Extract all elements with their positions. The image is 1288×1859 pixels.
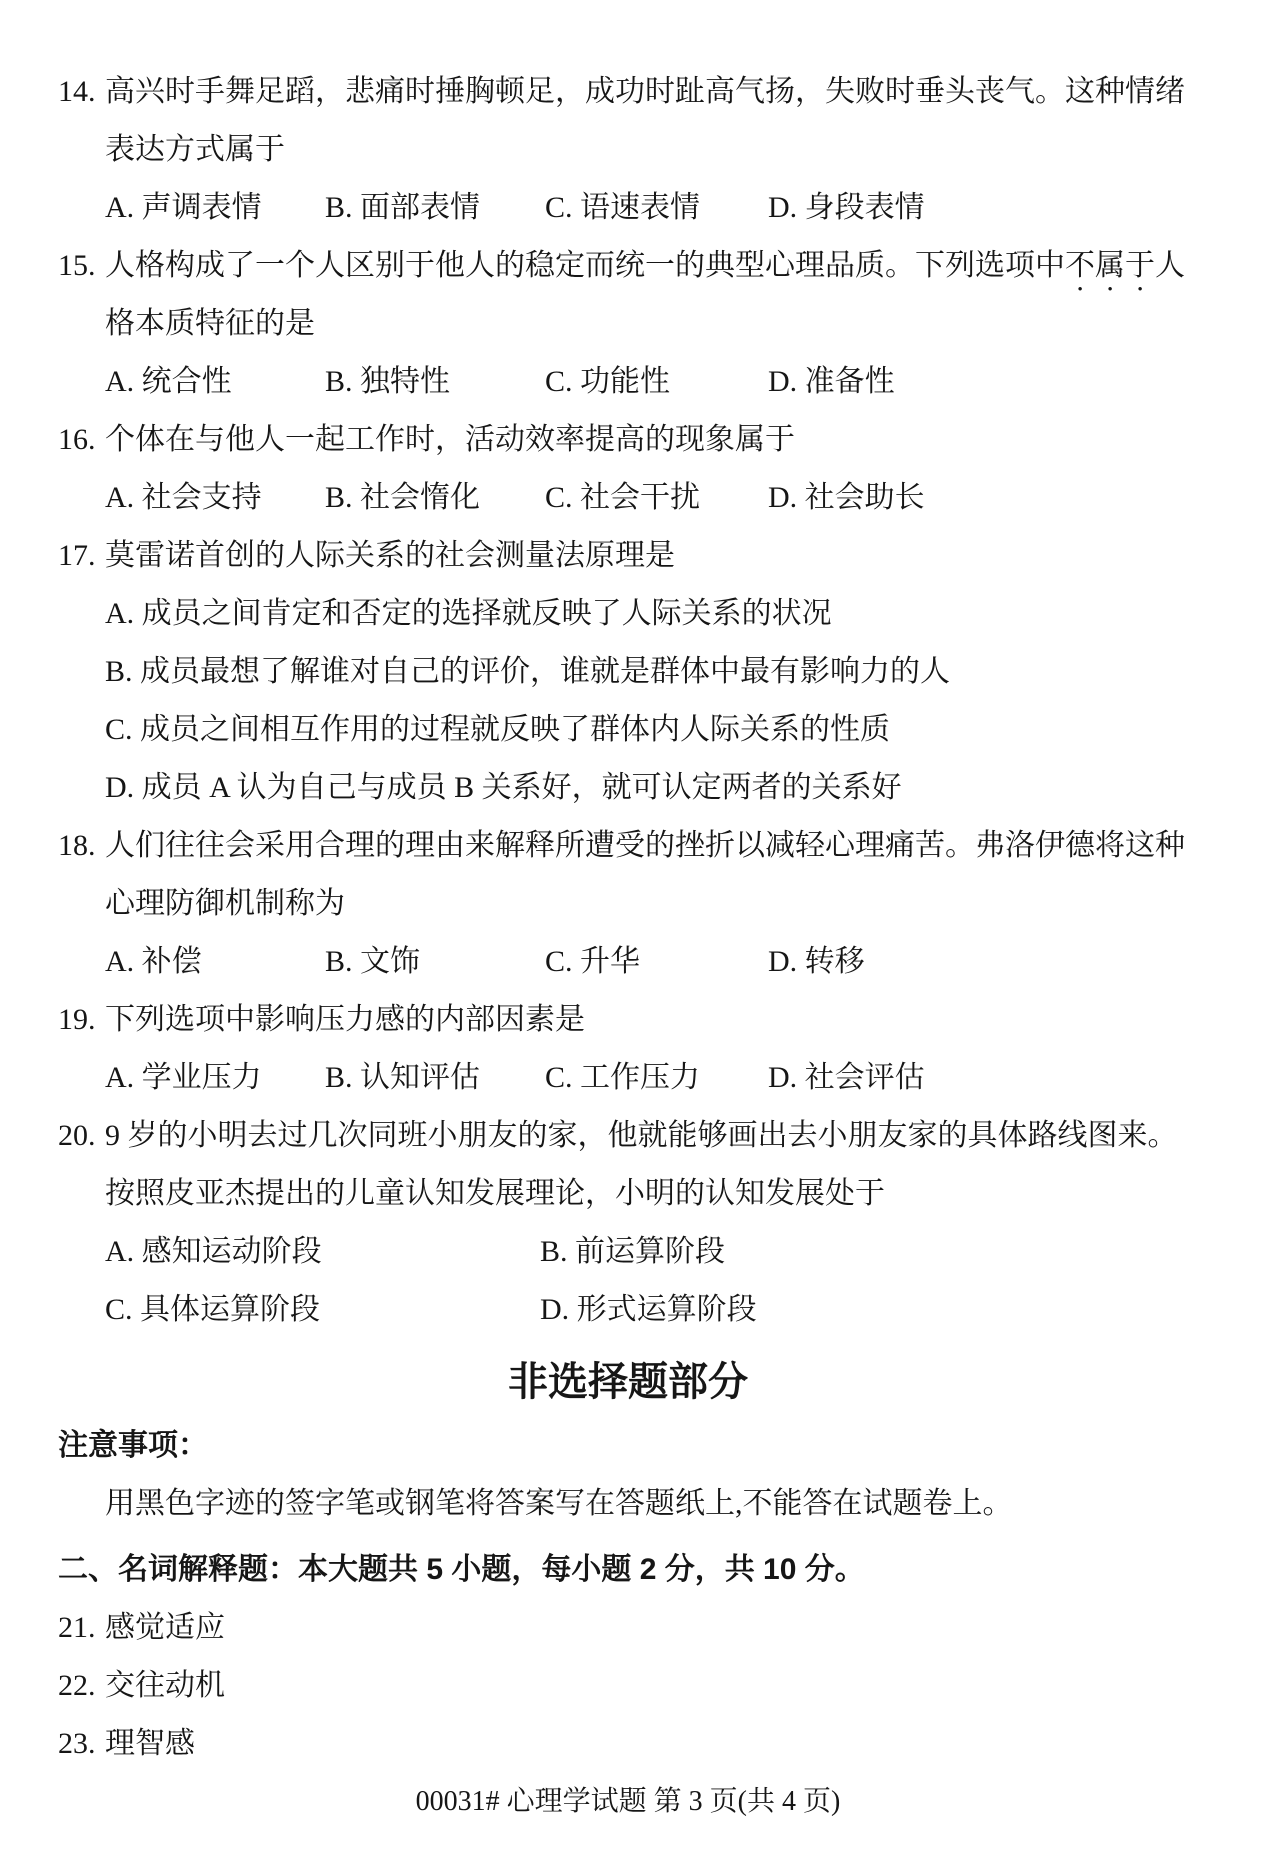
- section-header: 非选择题部分: [508, 1360, 748, 1404]
- question-18-option-b: B. 文饰: [325, 945, 421, 978]
- question-20-stem-text: 9 岁的小明去过几次同班小朋友的家，他就能够画出去小朋友家的具体路线图来。: [105, 1119, 1178, 1152]
- question-15-stem-before: 人格构成了一个人区别于他人的稳定而统一的典型心理品质。下列选项中: [105, 249, 1065, 282]
- question-16: [58, 411, 1198, 527]
- question-19-stem-text: 下列选项中影响压力感的内部因素是: [105, 1003, 585, 1036]
- question-17-number: 17.: [58, 539, 96, 572]
- question-15-option-d: D. 准备性: [768, 365, 895, 398]
- question-16-option-b: B. 社会惰化: [325, 481, 481, 514]
- question-20-stem-line2: 按照皮亚杰提出的儿童认知发展理论，小明的认知发展处于: [105, 1177, 885, 1210]
- question-14-options: [58, 179, 1198, 237]
- question-17-option-d: D. 成员 A 认为自己与成员 B 关系好，就可认定两者的关系好: [105, 771, 902, 804]
- question-14-option-b: B. 面部表情: [325, 191, 481, 224]
- question-17-option-a: A. 成员之间肯定和否定的选择就反映了人际关系的状况: [105, 597, 832, 630]
- question-15-number: 15.: [58, 249, 96, 282]
- question-19-option-b: B. 认知评估: [325, 1061, 481, 1094]
- question-19-stem-line1: [58, 991, 1198, 1049]
- question-15-stem-emphasized: 不属于: [1065, 249, 1155, 282]
- question-14-option-c: C. 语速表情: [545, 191, 701, 224]
- question-17: [58, 527, 1198, 817]
- question-20-number: 20.: [58, 1119, 96, 1152]
- question-19-options: [58, 1049, 1198, 1107]
- question-19: [58, 991, 1198, 1107]
- question-17-stem-text: 莫雷诺首创的人际关系的社会测量法原理是: [105, 539, 675, 572]
- question-15-option-b: B. 独特性: [325, 365, 451, 398]
- question-18-number: 18.: [58, 829, 96, 862]
- question-15-stem-line2: 格本质特征的是: [105, 307, 315, 340]
- glossary-item-22: [58, 1657, 1198, 1715]
- question-18-options: [58, 933, 1198, 991]
- question-14-option-d: D. 身段表情: [768, 191, 925, 224]
- question-16-stem-line1: [58, 411, 1198, 469]
- question-18-stem-text: 人们往往会采用合理的理由来解释所遭受的挫折以减轻心理痛苦。弗洛伊德将这种: [105, 829, 1185, 862]
- question-17-option-c: C. 成员之间相互作用的过程就反映了群体内人际关系的性质: [105, 713, 891, 746]
- question-20-option-d: D. 形式运算阶段: [540, 1293, 757, 1326]
- question-17-option-b: B. 成员最想了解谁对自己的评价，谁就是群体中最有影响力的人: [105, 655, 951, 688]
- question-19-option-c: C. 工作压力: [545, 1061, 701, 1094]
- question-18-stem-line2: 心理防御机制称为: [105, 887, 345, 920]
- glossary-item-21-number: 21.: [58, 1611, 96, 1644]
- notes-body: 用黑色字迹的签字笔或钢笔将答案写在答题纸上,不能答在试题卷上。: [105, 1487, 1013, 1520]
- question-20-options-row1: [58, 1223, 1198, 1281]
- question-14-number: 14.: [58, 75, 96, 108]
- question-16-option-a: A. 社会支持: [105, 481, 262, 514]
- question-17-stem-line1: [58, 527, 1198, 585]
- glossary-item-22-number: 22.: [58, 1669, 96, 1702]
- question-15: [58, 237, 1198, 411]
- glossary-item-21: [58, 1599, 1198, 1657]
- glossary-item-22-text: 交往动机: [105, 1669, 225, 1702]
- question-14-stem-text: 高兴时手舞足蹈，悲痛时捶胸顿足，成功时趾高气扬，失败时垂头丧气。这种情绪: [105, 75, 1185, 108]
- question-20-option-b: B. 前运算阶段: [540, 1235, 726, 1268]
- section-two-title: 二、名词解释题：本大题共 5 小题，每小题 2 分，共 10 分。: [58, 1553, 865, 1586]
- question-20-option-a: A. 感知运动阶段: [105, 1235, 322, 1268]
- question-16-option-c: C. 社会干扰: [545, 481, 701, 514]
- question-18-option-c: C. 升华: [545, 945, 641, 978]
- question-15-stem-text: [105, 237, 1198, 295]
- question-15-stem-after: 人: [1155, 249, 1185, 282]
- question-19-option-d: D. 社会评估: [768, 1061, 925, 1094]
- glossary-item-23-number: 23.: [58, 1727, 96, 1760]
- question-16-number: 16.: [58, 423, 96, 456]
- question-15-option-c: C. 功能性: [545, 365, 671, 398]
- question-16-options: [58, 469, 1198, 527]
- question-15-option-a: A. 统合性: [105, 365, 232, 398]
- question-18: [58, 817, 1198, 991]
- glossary-item-23-text: 理智感: [105, 1727, 195, 1760]
- question-20-stem-line1: [58, 1107, 1198, 1165]
- question-14-stem-line1: [58, 63, 1198, 121]
- question-20: [58, 1107, 1198, 1339]
- question-16-stem-text: 个体在与他人一起工作时，活动效率提高的现象属于: [105, 423, 795, 456]
- question-14: [58, 63, 1198, 237]
- question-19-option-a: A. 学业压力: [105, 1061, 262, 1094]
- notes-title: 注意事项：: [58, 1429, 208, 1462]
- question-15-stem-line1: [58, 237, 1198, 295]
- page-footer: 00031# 心理学试题 第 3 页(共 4 页): [415, 1786, 841, 1817]
- question-20-option-c: C. 具体运算阶段: [105, 1293, 321, 1326]
- question-16-option-d: D. 社会助长: [768, 481, 925, 514]
- glossary-item-21-text: 感觉适应: [105, 1611, 225, 1644]
- question-18-stem-line1: [58, 817, 1198, 875]
- question-19-number: 19.: [58, 1003, 96, 1036]
- question-18-option-d: D. 转移: [768, 945, 865, 978]
- question-18-option-a: A. 补偿: [105, 945, 202, 978]
- question-14-option-a: A. 声调表情: [105, 191, 262, 224]
- question-14-stem-line2: 表达方式属于: [105, 133, 285, 166]
- question-20-options-row2: [58, 1281, 1198, 1339]
- glossary-item-23: [58, 1715, 1198, 1773]
- question-15-options: [58, 353, 1198, 411]
